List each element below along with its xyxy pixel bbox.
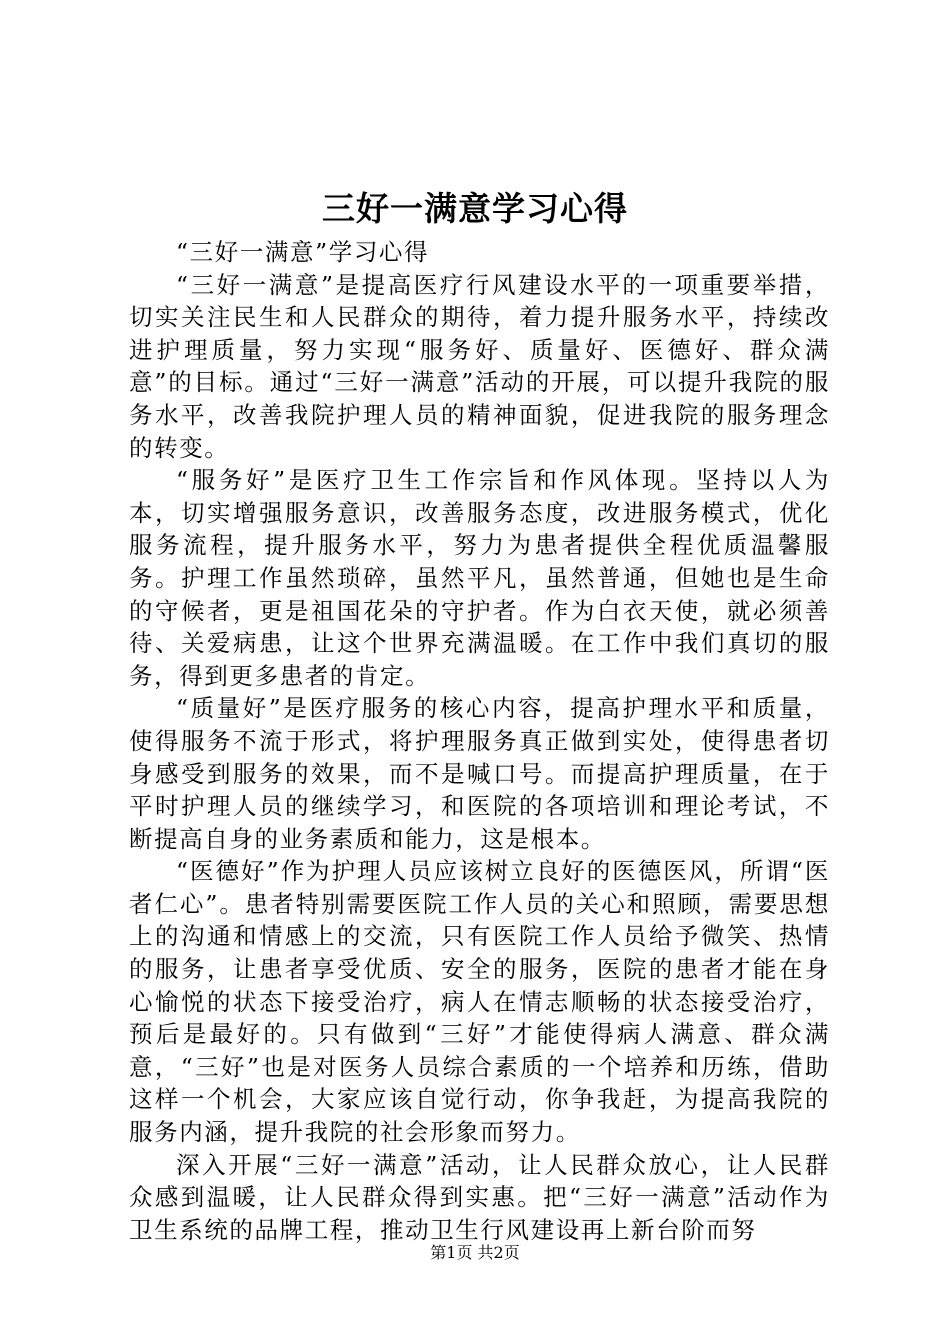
paragraph-ethics: “医德好”作为护理人员应该树立良好的医德医风，所谓“医者仁心”。患者特别需要医院工作人员的关心和照顾，需要思想上的沟通和情感上的交流，只有医院工作人员给予微笑、热情的服务，让患者享受优质、安全的服务，医院的患者才能在身心愉悦的状态下接受治疗，病人在情志顺畅的状态接受治疗，预后是最好的。只有做到“三好”才能使得病人满意、群众满意，“三好”也是对医务人员综合素质的一个培养和历练，借助这样一个机会，大家应该自觉行动，你争我赶，为提高我院的服务内涵，提升我院的社会形象而努力。 — [129, 857, 830, 1147]
document-body — [129, 236, 830, 1246]
paragraph-service: “服务好”是医疗卫生工作宗旨和作风体现。坚持以人为本，切实增强服务意识，改善服务态度，改进服务模式，优化服务流程，提升服务水平，努力为患者提供全程优质温馨服务。护理工作虽然琐碎，虽然平凡，虽然普通，但她也是生命的守候者，更是祖国花朵的守护者。作为白衣天使，就必须善待、关爱病患，让这个世界充满温暖。在工作中我们真切的服务，得到更多患者的肯定。 — [129, 466, 830, 690]
paragraph-conclusion: 深入开展“三好一满意”活动，让人民群众放心，让人民群众感到温暖，让人民群众得到实惠。把“三好一满意”活动作为卫生系统的品牌工程，推动卫生行风建设再上新台阶而努 — [129, 1150, 830, 1244]
paragraph-quality: “质量好”是医疗服务的核心内容，提高护理水平和质量，使得服务不流于形式，将护理服务真正做到实处，使得患者切身感受到服务的效果，而不是喊口号。而提高护理质量，在于平时护理人员的继续学习，和医院的各项培训和理论考试，不断提高自身的业务素质和能力，这是根本。 — [129, 694, 830, 853]
paragraph-intro: “三好一满意”是提高医疗行风建设水平的一项重要举措，切实关注民生和人民群众的期待，着力提升服务水平，持续改进护理质量，努力实现“服务好、质量好、医德好、群众满意”的目标。通过“三好一满意”活动的开展，可以提升我院的服务水平，改善我院护理人员的精神面貌，促进我院的服务理念的转变。 — [129, 270, 830, 462]
paragraph-heading: “三好一满意”学习心得 — [176, 238, 430, 266]
page-footer: 第1页 共2页 — [430, 1243, 520, 1262]
document-title: 三好一满意学习心得 — [322, 189, 628, 228]
